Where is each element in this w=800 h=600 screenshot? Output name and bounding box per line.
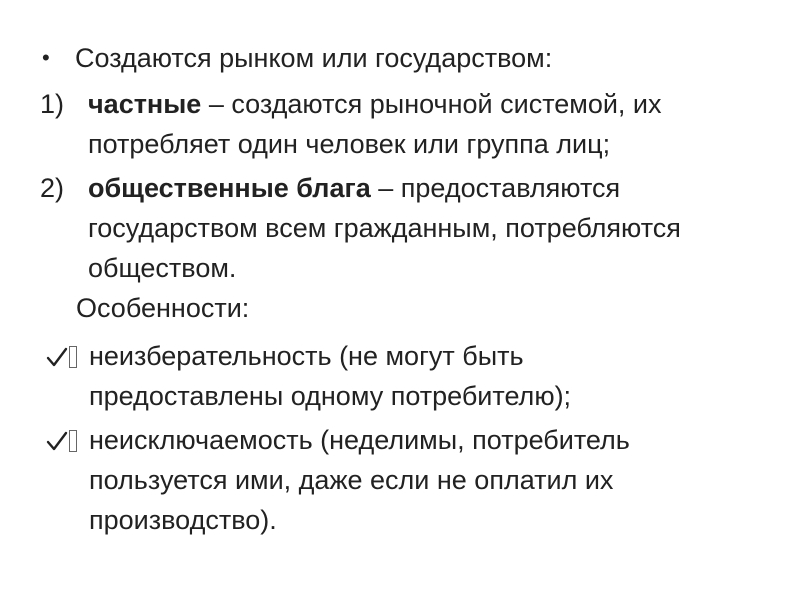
item-line-text: создаются рыночной системой, их [231,89,662,119]
item-line: потребляет один человек или группа лиц; [88,129,611,159]
item-line [88,84,662,124]
missing-glyph-icon [69,430,77,452]
item-text [88,84,662,164]
checkmark-icon-graphic [46,346,68,368]
missing-glyph-icon [69,346,77,368]
item-line-text: предоставляются [400,173,621,203]
checkmark-icon [46,336,77,376]
checkmark-icon-graphic [46,430,68,452]
item-number: 2) [40,173,65,203]
checkmark-icon [46,420,77,460]
item-number: 1) [40,89,65,119]
bullet-icon: • [42,45,50,70]
feature-line: неисключаемость (неделимы, потребитель [89,425,630,455]
feature-line: пользуется ими, даже если не оплатил их [89,465,614,495]
item-line: государством всем гражданным, потребляются [88,213,681,243]
item-term: частные [88,89,202,119]
features-heading: Особенности: [76,293,250,323]
item-line [88,168,681,208]
item-text [88,168,681,288]
feature-line: неизберательность (не могут быть [89,341,524,371]
feature-text [89,420,630,540]
feature-text [89,336,571,416]
item-dash: – [370,173,401,203]
feature-line: производство). [89,505,277,535]
item-line: обществом. [88,253,237,283]
intro-text: Создаются рынком или государством: [75,43,553,73]
item-dash: – [201,89,232,119]
item-term: общественные блага [88,173,371,203]
feature-line: предоставлены одному потребителю); [89,381,572,411]
